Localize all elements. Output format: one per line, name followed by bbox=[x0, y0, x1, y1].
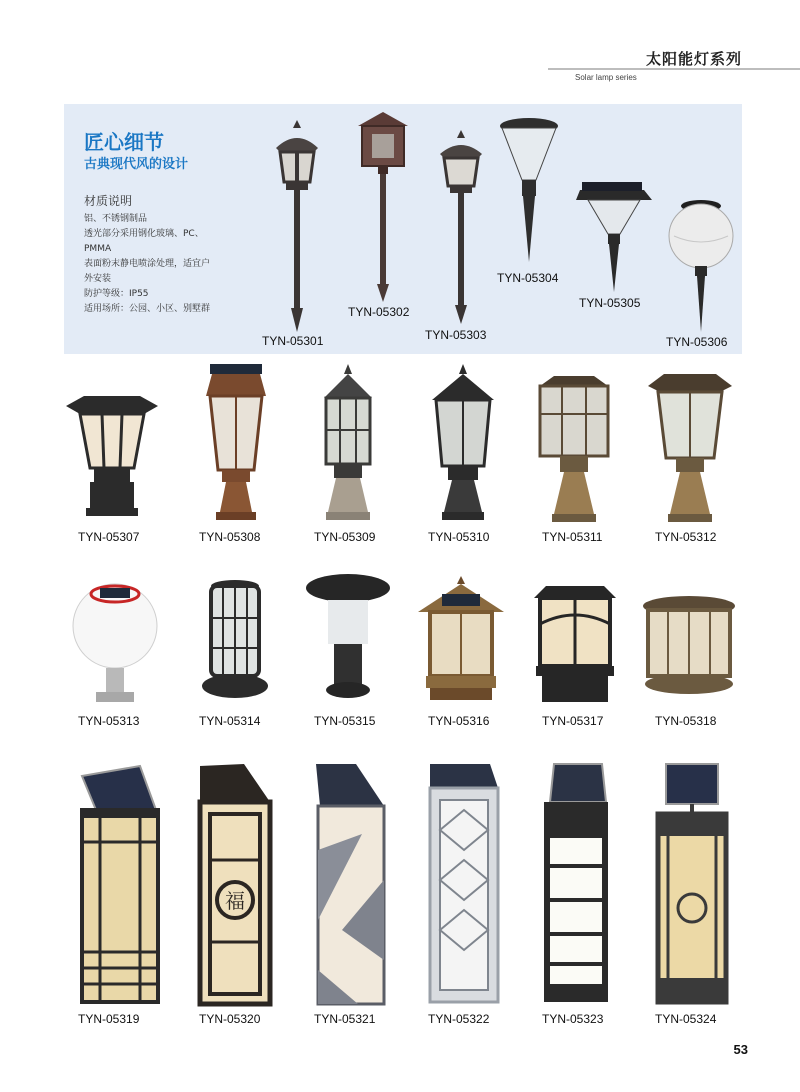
product-code: TYN-05303 bbox=[425, 328, 487, 342]
product-code: TYN-05311 bbox=[542, 530, 603, 544]
section-subtitle: Solar lamp series bbox=[575, 73, 637, 82]
material-line: 透光部分采用钢化玻璃、PC、 bbox=[84, 229, 204, 239]
lamp-illustration-05301 bbox=[268, 118, 326, 334]
material-line: 防护等级：IP55 bbox=[84, 289, 149, 299]
lamp-illustration-05324 bbox=[654, 760, 730, 1006]
feature-title: 匠心细节 bbox=[84, 130, 164, 154]
material-line: 表面粉末静电喷涂处理，适宜户 bbox=[84, 259, 211, 269]
product-code: TYN-05304 bbox=[497, 271, 559, 285]
lamp-illustration-05310 bbox=[428, 362, 498, 522]
lamp-illustration-05302 bbox=[356, 108, 410, 304]
product-code: TYN-05317 bbox=[542, 714, 604, 728]
lamp-illustration-05322 bbox=[424, 760, 504, 1006]
feature-subtitle: 古典现代风的设计 bbox=[84, 157, 189, 172]
section-title: 太阳能灯系列 bbox=[645, 50, 742, 68]
lamp-illustration-05312 bbox=[646, 372, 734, 524]
product-code: TYN-05302 bbox=[348, 305, 410, 319]
material-line: 适用场所：公园、小区、别墅群 bbox=[84, 304, 211, 314]
lamp-illustration-05314 bbox=[200, 578, 270, 702]
product-code: TYN-05324 bbox=[655, 1012, 717, 1026]
header-divider bbox=[548, 68, 800, 70]
material-line: 铝、不锈钢制品 bbox=[84, 214, 148, 224]
lamp-illustration-05313 bbox=[70, 582, 160, 706]
lamp-illustration-05319 bbox=[78, 762, 162, 1006]
product-code: TYN-05306 bbox=[666, 335, 728, 349]
lamp-illustration-05321 bbox=[312, 760, 388, 1008]
product-code: TYN-05301 bbox=[262, 334, 324, 348]
material-line: PMMA bbox=[84, 244, 112, 254]
product-code: TYN-05318 bbox=[655, 714, 717, 728]
product-code: TYN-05310 bbox=[428, 530, 490, 544]
lamp-illustration-05317 bbox=[532, 584, 618, 706]
materials-heading: 材质说明 bbox=[84, 194, 133, 208]
lamp-illustration-05315 bbox=[304, 572, 392, 702]
product-code: TYN-05319 bbox=[78, 1012, 140, 1026]
lamp-illustration-05303 bbox=[434, 128, 488, 326]
material-line: 外安装 bbox=[84, 274, 112, 284]
lamp-illustration-05304 bbox=[498, 116, 560, 264]
svg-text:福: 福 bbox=[225, 889, 245, 913]
lamp-illustration-05309 bbox=[318, 362, 378, 522]
product-code: TYN-05323 bbox=[542, 1012, 604, 1026]
product-code: TYN-05308 bbox=[199, 530, 261, 544]
lamp-illustration-05320 bbox=[196, 760, 274, 1008]
product-code: TYN-05320 bbox=[199, 1012, 261, 1026]
lamp-illustration-05323 bbox=[540, 760, 612, 1006]
product-code: TYN-05316 bbox=[428, 714, 490, 728]
product-code: TYN-05313 bbox=[78, 714, 140, 728]
materials-list bbox=[84, 212, 254, 317]
lamp-illustration-05307 bbox=[64, 392, 160, 520]
lamp-illustration-05311 bbox=[536, 372, 612, 524]
product-code: TYN-05307 bbox=[78, 530, 140, 544]
product-code: TYN-05312 bbox=[655, 530, 717, 544]
product-code: TYN-05309 bbox=[314, 530, 376, 544]
lamp-illustration-05316 bbox=[414, 574, 508, 704]
page-number: 53 bbox=[733, 1042, 748, 1057]
product-code: TYN-05322 bbox=[428, 1012, 490, 1026]
lamp-illustration-05306 bbox=[664, 198, 738, 334]
product-code: TYN-05305 bbox=[579, 296, 641, 310]
lamp-illustration-05305 bbox=[574, 178, 654, 294]
product-code: TYN-05315 bbox=[314, 714, 376, 728]
lamp-illustration-05318 bbox=[640, 594, 738, 708]
product-code: TYN-05321 bbox=[314, 1012, 376, 1026]
product-code: TYN-05314 bbox=[199, 714, 261, 728]
lamp-illustration-05308 bbox=[200, 362, 272, 522]
